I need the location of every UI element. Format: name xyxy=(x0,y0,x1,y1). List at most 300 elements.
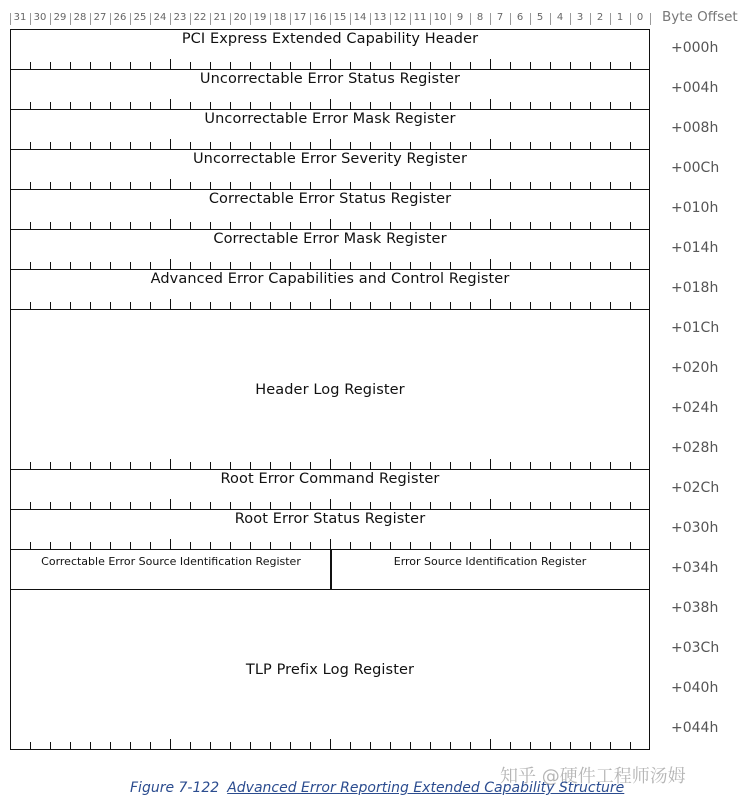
bit-tick xyxy=(210,62,211,69)
bit-tick xyxy=(570,462,571,469)
bit-tick xyxy=(590,462,591,469)
bit-separator xyxy=(230,13,231,25)
bit-tick xyxy=(90,142,91,149)
bit-tick xyxy=(270,222,271,229)
bit-tick xyxy=(210,142,211,149)
bit-tick xyxy=(50,262,51,269)
bit-tick xyxy=(90,182,91,189)
bit-tick xyxy=(110,302,111,309)
bit-tick xyxy=(290,142,291,149)
bit-number: 27 xyxy=(93,12,107,23)
bit-tick xyxy=(410,102,411,109)
figure-title-link[interactable]: Advanced Error Reporting Extended Capability Structure xyxy=(227,780,625,796)
bit-tick xyxy=(350,222,351,229)
register-root-error-command xyxy=(10,469,650,510)
bit-number: 17 xyxy=(293,12,307,23)
bit-tick xyxy=(30,742,31,749)
bit-number: 4 xyxy=(556,12,564,23)
bit-tick xyxy=(190,502,191,509)
bit-tick xyxy=(350,142,351,149)
bit-separator xyxy=(650,13,651,25)
bit-separator xyxy=(330,13,331,25)
bit-tick xyxy=(470,102,471,109)
bit-tick xyxy=(370,142,371,149)
register-label: PCI Express Extended Capability Header xyxy=(181,31,479,47)
bit-tick xyxy=(110,262,111,269)
bit-tick xyxy=(550,542,551,549)
bit-tick xyxy=(410,142,411,149)
bit-tick xyxy=(330,499,331,509)
bit-tick xyxy=(310,102,311,109)
bit-tick xyxy=(390,222,391,229)
byte-offset: +01Ch xyxy=(671,320,720,336)
bit-number: 12 xyxy=(393,12,407,23)
bit-tick xyxy=(70,462,71,469)
bit-tick xyxy=(210,302,211,309)
byte-offset: +030h xyxy=(671,520,719,536)
bit-tick xyxy=(570,542,571,549)
bit-tick xyxy=(190,462,191,469)
bit-tick xyxy=(350,102,351,109)
bit-tick xyxy=(430,102,431,109)
bit-number: 6 xyxy=(516,12,524,23)
bit-tick xyxy=(250,542,251,549)
bit-number: 20 xyxy=(233,12,247,23)
bit-tick xyxy=(250,62,251,69)
register-pci-express-extended-capability-header xyxy=(10,29,650,70)
bit-number: 8 xyxy=(476,12,484,23)
bit-tick xyxy=(290,502,291,509)
bit-tick xyxy=(110,542,111,549)
bit-tick xyxy=(330,219,331,229)
bit-separator xyxy=(590,13,591,25)
bit-tick xyxy=(610,142,611,149)
bit-separator xyxy=(390,13,391,25)
bit-tick xyxy=(50,102,51,109)
bit-tick xyxy=(590,222,591,229)
bit-tick xyxy=(170,219,171,229)
bit-tick xyxy=(90,102,91,109)
bit-separator xyxy=(370,13,371,25)
bit-tick xyxy=(70,302,71,309)
bit-tick xyxy=(490,499,491,509)
correctable-error-source-id-field xyxy=(11,550,331,589)
bit-tick xyxy=(90,742,91,749)
bit-tick xyxy=(130,462,131,469)
bit-tick xyxy=(70,222,71,229)
bit-tick xyxy=(270,542,271,549)
bit-tick xyxy=(510,302,511,309)
bit-tick xyxy=(230,222,231,229)
bit-tick xyxy=(430,222,431,229)
bit-tick xyxy=(510,502,511,509)
bit-tick xyxy=(130,262,131,269)
bit-tick xyxy=(230,542,231,549)
bit-tick xyxy=(570,302,571,309)
bit-tick xyxy=(190,262,191,269)
bit-tick xyxy=(330,459,331,469)
bit-separator xyxy=(430,13,431,25)
bit-ticks xyxy=(11,138,649,149)
bit-tick xyxy=(270,182,271,189)
bit-separator xyxy=(90,13,91,25)
bit-tick xyxy=(310,142,311,149)
bit-tick xyxy=(270,142,271,149)
bit-separator xyxy=(490,13,491,25)
bit-tick xyxy=(550,462,551,469)
bit-tick xyxy=(70,502,71,509)
bit-tick xyxy=(450,62,451,69)
bit-tick xyxy=(410,222,411,229)
bit-tick xyxy=(150,302,151,309)
bit-number: 23 xyxy=(173,12,187,23)
byte-offset: +014h xyxy=(671,240,719,256)
bit-tick xyxy=(610,542,611,549)
bit-tick xyxy=(250,182,251,189)
bit-tick xyxy=(470,222,471,229)
bit-number: 3 xyxy=(576,12,584,23)
bit-tick xyxy=(210,742,211,749)
bit-number: 13 xyxy=(373,12,387,23)
bit-tick xyxy=(270,742,271,749)
bit-tick xyxy=(550,262,551,269)
bit-tick xyxy=(270,302,271,309)
bit-tick xyxy=(450,502,451,509)
bit-tick xyxy=(470,542,471,549)
bit-tick xyxy=(310,222,311,229)
bit-tick xyxy=(350,262,351,269)
register-tlp-prefix-log xyxy=(10,589,650,750)
bit-tick xyxy=(530,502,531,509)
byte-offset: +00Ch xyxy=(671,160,720,176)
bit-tick xyxy=(210,222,211,229)
bit-tick xyxy=(150,142,151,149)
bit-ticks xyxy=(11,738,649,749)
bit-tick xyxy=(490,299,491,309)
bit-tick xyxy=(230,182,231,189)
error-source-id-field xyxy=(331,550,649,589)
bit-tick xyxy=(310,542,311,549)
byte-offset: +038h xyxy=(671,600,719,616)
bit-tick xyxy=(530,462,531,469)
bit-tick xyxy=(50,62,51,69)
bit-tick xyxy=(270,462,271,469)
bit-tick xyxy=(410,262,411,269)
bit-tick xyxy=(30,102,31,109)
bit-number: 7 xyxy=(496,12,504,23)
bit-tick xyxy=(590,142,591,149)
bit-tick xyxy=(250,462,251,469)
bit-ticks xyxy=(11,218,649,229)
bit-ticks xyxy=(11,178,649,189)
bit-tick xyxy=(30,62,31,69)
bit-tick xyxy=(470,62,471,69)
bit-tick xyxy=(470,262,471,269)
bit-tick xyxy=(250,102,251,109)
byte-offset: +004h xyxy=(671,80,719,96)
bit-tick xyxy=(70,62,71,69)
figure-caption xyxy=(130,780,624,796)
byte-offset: +018h xyxy=(671,280,719,296)
bit-tick xyxy=(70,142,71,149)
bit-tick xyxy=(390,62,391,69)
bit-tick xyxy=(90,502,91,509)
bit-tick xyxy=(270,502,271,509)
bit-number: 18 xyxy=(273,12,287,23)
bit-separator xyxy=(10,13,11,25)
bit-tick xyxy=(410,182,411,189)
bit-tick xyxy=(510,462,511,469)
bit-tick xyxy=(370,102,371,109)
bit-ticks xyxy=(11,498,649,509)
bit-tick xyxy=(290,222,291,229)
bit-tick xyxy=(450,302,451,309)
bit-tick xyxy=(350,62,351,69)
bit-tick xyxy=(150,462,151,469)
bit-tick xyxy=(390,102,391,109)
bit-separator xyxy=(30,13,31,25)
bit-tick xyxy=(490,739,491,749)
bit-tick xyxy=(410,302,411,309)
bit-tick xyxy=(570,102,571,109)
bit-tick xyxy=(490,219,491,229)
bit-tick xyxy=(510,62,511,69)
bit-tick xyxy=(430,182,431,189)
bit-tick xyxy=(370,182,371,189)
register-label: TLP Prefix Log Register xyxy=(245,661,415,678)
bit-tick xyxy=(70,182,71,189)
bit-tick xyxy=(150,102,151,109)
bit-tick xyxy=(330,139,331,149)
bit-separator xyxy=(70,13,71,25)
bit-number: 29 xyxy=(53,12,67,23)
bit-tick xyxy=(290,262,291,269)
bit-tick xyxy=(150,222,151,229)
bit-number: 25 xyxy=(133,12,147,23)
bit-tick xyxy=(550,62,551,69)
bit-tick xyxy=(130,542,131,549)
bit-tick xyxy=(570,142,571,149)
bit-tick xyxy=(210,102,211,109)
bit-tick xyxy=(410,542,411,549)
bit-ticks xyxy=(11,258,649,269)
register-label: Uncorrectable Error Status Register xyxy=(199,71,461,87)
bit-tick xyxy=(90,462,91,469)
bit-tick xyxy=(190,542,191,549)
bit-separator xyxy=(190,13,191,25)
bit-tick xyxy=(490,99,491,109)
bit-tick xyxy=(430,62,431,69)
register-label: Advanced Error Capabilities and Control Register xyxy=(150,271,510,287)
bit-tick xyxy=(150,62,151,69)
bit-separator xyxy=(290,13,291,25)
bit-tick xyxy=(390,182,391,189)
bit-tick xyxy=(110,102,111,109)
bit-tick xyxy=(510,262,511,269)
bit-tick xyxy=(450,462,451,469)
bit-tick xyxy=(490,459,491,469)
bit-tick xyxy=(630,62,631,69)
bit-separator xyxy=(110,13,111,25)
bit-tick xyxy=(550,102,551,109)
figure-number: Figure 7-122 xyxy=(130,780,220,796)
byte-offset: +008h xyxy=(671,120,719,136)
bit-tick xyxy=(570,182,571,189)
bit-tick xyxy=(570,502,571,509)
bit-tick xyxy=(130,222,131,229)
bit-tick xyxy=(350,742,351,749)
byte-offset: +020h xyxy=(671,360,719,376)
bit-tick xyxy=(70,542,71,549)
bit-tick xyxy=(190,102,191,109)
bit-tick xyxy=(430,142,431,149)
bit-tick xyxy=(490,139,491,149)
bit-tick xyxy=(330,99,331,109)
bit-tick xyxy=(190,142,191,149)
bit-tick xyxy=(370,262,371,269)
bit-separator xyxy=(350,13,351,25)
bit-tick xyxy=(190,742,191,749)
bit-tick xyxy=(290,182,291,189)
bit-tick xyxy=(230,142,231,149)
bit-tick xyxy=(550,302,551,309)
bit-tick xyxy=(230,302,231,309)
bit-tick xyxy=(630,542,631,549)
bit-tick xyxy=(50,142,51,149)
register-error-source-identification xyxy=(10,549,650,590)
byte-offset: +028h xyxy=(671,440,719,456)
bit-tick xyxy=(510,742,511,749)
bit-tick xyxy=(370,742,371,749)
bit-tick xyxy=(110,62,111,69)
bit-tick xyxy=(110,502,111,509)
bit-tick xyxy=(530,62,531,69)
bit-tick xyxy=(30,302,31,309)
bit-tick xyxy=(310,502,311,509)
bit-tick xyxy=(550,222,551,229)
bit-tick xyxy=(210,502,211,509)
bit-separator xyxy=(170,13,171,25)
bit-tick xyxy=(30,182,31,189)
bit-tick xyxy=(350,302,351,309)
bit-tick xyxy=(130,182,131,189)
bit-tick xyxy=(90,222,91,229)
bit-tick xyxy=(370,62,371,69)
bit-tick xyxy=(390,542,391,549)
bit-separator xyxy=(550,13,551,25)
bit-tick xyxy=(230,462,231,469)
bit-tick xyxy=(290,62,291,69)
bit-tick xyxy=(450,542,451,549)
bit-tick xyxy=(610,62,611,69)
bit-number: 9 xyxy=(456,12,464,23)
byte-offset: +000h xyxy=(671,40,719,56)
bit-tick xyxy=(210,262,211,269)
bit-tick xyxy=(410,62,411,69)
bit-tick xyxy=(370,302,371,309)
byte-offset: +040h xyxy=(671,680,719,696)
field-label: Error Source Identification Register xyxy=(393,555,587,568)
bit-tick xyxy=(530,182,531,189)
bit-tick xyxy=(610,302,611,309)
register-uncorrectable-error-severity xyxy=(10,149,650,190)
register-label: Header Log Register xyxy=(255,381,405,398)
bit-tick xyxy=(370,542,371,549)
bit-number: 30 xyxy=(33,12,47,23)
register-label: Root Error Command Register xyxy=(220,471,440,487)
bit-tick xyxy=(130,502,131,509)
register-uncorrectable-error-mask xyxy=(10,109,650,150)
bit-tick xyxy=(230,502,231,509)
bit-tick xyxy=(50,742,51,749)
bit-tick xyxy=(490,179,491,189)
register-root-error-status xyxy=(10,509,650,550)
bit-number: 22 xyxy=(193,12,207,23)
bit-separator xyxy=(410,13,411,25)
bit-tick xyxy=(410,502,411,509)
bit-ticks xyxy=(11,58,649,69)
bit-tick xyxy=(110,462,111,469)
bit-separator xyxy=(470,13,471,25)
bit-separator xyxy=(130,13,131,25)
bit-tick xyxy=(90,302,91,309)
bit-tick xyxy=(130,102,131,109)
bit-tick xyxy=(170,739,171,749)
bit-tick xyxy=(30,262,31,269)
bit-separator xyxy=(570,13,571,25)
bit-tick xyxy=(490,539,491,549)
bit-tick xyxy=(370,502,371,509)
bit-separator xyxy=(310,13,311,25)
bit-tick xyxy=(530,142,531,149)
bit-tick xyxy=(170,299,171,309)
bit-tick xyxy=(30,502,31,509)
bit-number: 14 xyxy=(353,12,367,23)
bit-tick xyxy=(350,542,351,549)
bit-tick xyxy=(510,542,511,549)
bit-tick xyxy=(250,742,251,749)
bit-tick xyxy=(90,262,91,269)
bit-tick xyxy=(610,262,611,269)
bit-tick xyxy=(170,59,171,69)
bit-tick xyxy=(230,742,231,749)
bit-tick xyxy=(390,142,391,149)
byte-offset: +044h xyxy=(671,720,719,736)
bit-tick xyxy=(310,182,311,189)
register-correctable-error-mask xyxy=(10,229,650,270)
bit-number: 10 xyxy=(433,12,447,23)
register-label: Correctable Error Mask Register xyxy=(213,231,447,247)
bit-tick xyxy=(590,302,591,309)
bit-tick xyxy=(390,742,391,749)
bit-tick xyxy=(110,742,111,749)
bit-tick xyxy=(430,742,431,749)
bit-tick xyxy=(270,62,271,69)
bit-tick xyxy=(190,222,191,229)
bit-tick xyxy=(630,102,631,109)
bit-number: 26 xyxy=(113,12,127,23)
bit-tick xyxy=(330,739,331,749)
bit-number: 24 xyxy=(153,12,167,23)
bit-tick xyxy=(250,262,251,269)
byte-offset: +024h xyxy=(671,400,719,416)
bit-tick xyxy=(430,502,431,509)
bit-tick xyxy=(410,742,411,749)
bit-separator xyxy=(50,13,51,25)
bit-tick xyxy=(270,102,271,109)
register-label: Uncorrectable Error Severity Register xyxy=(192,151,468,167)
bit-tick xyxy=(430,462,431,469)
